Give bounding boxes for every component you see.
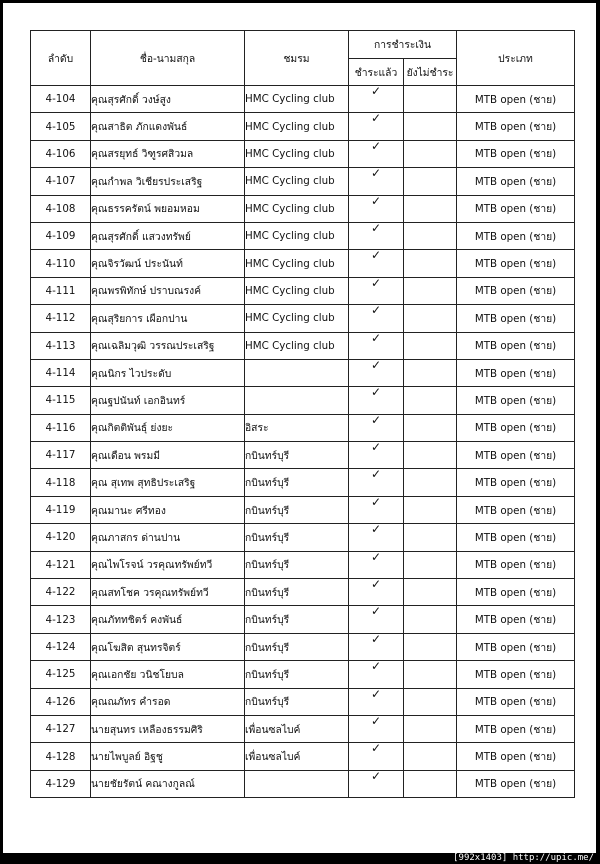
- table-row: [31, 770, 575, 797]
- cell-unpaid: [404, 770, 457, 797]
- cell-type: MTB open (ชาย): [457, 222, 575, 249]
- cell-type: MTB open (ชาย): [457, 770, 575, 797]
- cell-no: 4-126: [31, 688, 91, 715]
- cell-club: HMC Cycling club: [245, 113, 349, 140]
- cell-no: 4-128: [31, 743, 91, 770]
- check-icon: ✓: [349, 414, 404, 441]
- document-page: [3, 3, 596, 853]
- cell-type: MTB open (ชาย): [457, 688, 575, 715]
- cell-unpaid: [404, 524, 457, 551]
- table-row: [31, 168, 575, 195]
- cell-type: MTB open (ชาย): [457, 743, 575, 770]
- cell-no: 4-108: [31, 195, 91, 222]
- table-row: [31, 277, 575, 304]
- table-row: [31, 387, 575, 414]
- check-icon: ✓: [349, 496, 404, 523]
- cell-club: กบินทร์บุรี: [245, 606, 349, 633]
- cell-club: กบินทร์บุรี: [245, 551, 349, 578]
- cell-name: คุณสทโชค วรคุณทรัพย์ทวี: [91, 579, 245, 606]
- check-icon: ✓: [349, 332, 404, 359]
- cell-type: MTB open (ชาย): [457, 524, 575, 551]
- cell-no: 4-116: [31, 414, 91, 441]
- cell-unpaid: [404, 688, 457, 715]
- cell-type: MTB open (ชาย): [457, 195, 575, 222]
- cell-name: คุณเอกชัย วนิชโยบล: [91, 661, 245, 688]
- check-icon: ✓: [349, 140, 404, 167]
- cell-no: 4-109: [31, 222, 91, 249]
- cell-type: MTB open (ชาย): [457, 140, 575, 167]
- check-icon: ✓: [349, 222, 404, 249]
- cell-unpaid: [404, 715, 457, 742]
- cell-unpaid: [404, 743, 457, 770]
- table-row: [31, 140, 575, 167]
- cell-name: คุณณภัทร คำรอด: [91, 688, 245, 715]
- cell-name: คุณนิกร ไวประดับ: [91, 359, 245, 386]
- cell-no: 4-119: [31, 496, 91, 523]
- cell-club: เพื่อนซลไบค์: [245, 743, 349, 770]
- cell-unpaid: [404, 332, 457, 359]
- table-row: [31, 496, 575, 523]
- check-icon: ✓: [349, 113, 404, 140]
- cell-no: 4-112: [31, 305, 91, 332]
- cell-club: กบินทร์บุรี: [245, 524, 349, 551]
- cell-no: 4-123: [31, 606, 91, 633]
- cell-name: คุณภัททชิตร์ คงพันธ์: [91, 606, 245, 633]
- cell-club: อิสระ: [245, 414, 349, 441]
- cell-name: คุณ สุเทพ สุทธิประเสริฐ: [91, 469, 245, 496]
- cell-unpaid: [404, 113, 457, 140]
- table-row: [31, 113, 575, 140]
- cell-type: MTB open (ชาย): [457, 86, 575, 113]
- table-row: [31, 606, 575, 633]
- cell-type: MTB open (ชาย): [457, 113, 575, 140]
- cell-club: [245, 359, 349, 386]
- table-row: [31, 332, 575, 359]
- table-row: [31, 442, 575, 469]
- check-icon: ✓: [349, 606, 404, 633]
- check-icon: ✓: [349, 770, 404, 797]
- table-row: [31, 469, 575, 496]
- cell-type: MTB open (ชาย): [457, 168, 575, 195]
- cell-type: MTB open (ชาย): [457, 633, 575, 660]
- cell-unpaid: [404, 250, 457, 277]
- cell-type: MTB open (ชาย): [457, 359, 575, 386]
- cell-unpaid: [404, 442, 457, 469]
- cell-unpaid: [404, 359, 457, 386]
- registration-table: [30, 30, 575, 798]
- table-row: [31, 551, 575, 578]
- cell-unpaid: [404, 168, 457, 195]
- cell-name: คุณภาสกร ด่านปาน: [91, 524, 245, 551]
- cell-club: HMC Cycling club: [245, 168, 349, 195]
- check-icon: ✓: [349, 442, 404, 469]
- check-icon: ✓: [349, 387, 404, 414]
- cell-club: กบินทร์บุรี: [245, 442, 349, 469]
- table-row: [31, 250, 575, 277]
- cell-no: 4-111: [31, 277, 91, 304]
- cell-club: กบินทร์บุรี: [245, 661, 349, 688]
- cell-type: MTB open (ชาย): [457, 496, 575, 523]
- cell-name: คุณสุริยการ เผือกปาน: [91, 305, 245, 332]
- table-row: [31, 86, 575, 113]
- cell-name: นายสุนทร เหลืองธรรมศิริ: [91, 715, 245, 742]
- cell-no: 4-115: [31, 387, 91, 414]
- check-icon: ✓: [349, 715, 404, 742]
- cell-name: คุณพรพิทักษ์ ปราบณรงค์: [91, 277, 245, 304]
- cell-unpaid: [404, 305, 457, 332]
- cell-club: HMC Cycling club: [245, 86, 349, 113]
- cell-name: นายชัยรัตน์ คณางกูลณ์: [91, 770, 245, 797]
- cell-name: คุณจิรวัฒน์ ประนันท์: [91, 250, 245, 277]
- cell-type: MTB open (ชาย): [457, 606, 575, 633]
- check-icon: ✓: [349, 633, 404, 660]
- cell-unpaid: [404, 606, 457, 633]
- cell-no: 4-110: [31, 250, 91, 277]
- cell-club: กบินทร์บุรี: [245, 579, 349, 606]
- cell-unpaid: [404, 414, 457, 441]
- check-icon: ✓: [349, 469, 404, 496]
- table-row: [31, 195, 575, 222]
- cell-name: คุณธรรครัตน์ พยอมหอม: [91, 195, 245, 222]
- cell-no: 4-107: [31, 168, 91, 195]
- table-row: [31, 661, 575, 688]
- cell-type: MTB open (ชาย): [457, 579, 575, 606]
- cell-name: คุณมานะ ศรีทอง: [91, 496, 245, 523]
- check-icon: ✓: [349, 305, 404, 332]
- header-type: ประเภท: [457, 31, 575, 86]
- cell-type: MTB open (ชาย): [457, 277, 575, 304]
- cell-no: 4-104: [31, 86, 91, 113]
- check-icon: ✓: [349, 688, 404, 715]
- cell-type: MTB open (ชาย): [457, 715, 575, 742]
- cell-name: นายไพบูลย์ อิฐชู: [91, 743, 245, 770]
- cell-type: MTB open (ชาย): [457, 387, 575, 414]
- cell-name: คุณสาธิต ภักแดงพันธ์: [91, 113, 245, 140]
- cell-type: MTB open (ชาย): [457, 442, 575, 469]
- header-club: ชมรม: [245, 31, 349, 86]
- cell-type: MTB open (ชาย): [457, 551, 575, 578]
- cell-no: 4-125: [31, 661, 91, 688]
- check-icon: ✓: [349, 661, 404, 688]
- header-name: ชื่อ-นามสกุล: [91, 31, 245, 86]
- cell-no: 4-117: [31, 442, 91, 469]
- cell-club: HMC Cycling club: [245, 140, 349, 167]
- cell-club: กบินทร์บุรี: [245, 688, 349, 715]
- image-size-watermark: [992x1403] http://upic.me/: [453, 853, 594, 863]
- cell-no: 4-121: [31, 551, 91, 578]
- cell-club: HMC Cycling club: [245, 277, 349, 304]
- table-row: [31, 305, 575, 332]
- cell-type: MTB open (ชาย): [457, 250, 575, 277]
- cell-no: 4-127: [31, 715, 91, 742]
- check-icon: ✓: [349, 168, 404, 195]
- check-icon: ✓: [349, 551, 404, 578]
- table-row: [31, 414, 575, 441]
- cell-type: MTB open (ชาย): [457, 305, 575, 332]
- cell-name: คุณสุรศักดิ์ วงษ์สูง: [91, 86, 245, 113]
- cell-name: คุณกำพล วิเชียรประเสริฐ: [91, 168, 245, 195]
- header-no: ลำดับ: [31, 31, 91, 86]
- cell-unpaid: [404, 86, 457, 113]
- header-row: [31, 31, 575, 59]
- table-row: [31, 743, 575, 770]
- table-row: [31, 524, 575, 551]
- cell-club: กบินทร์บุรี: [245, 469, 349, 496]
- check-icon: ✓: [349, 743, 404, 770]
- cell-name: คุณโฆสิต สุนทรจิตร์: [91, 633, 245, 660]
- cell-type: MTB open (ชาย): [457, 469, 575, 496]
- check-icon: ✓: [349, 277, 404, 304]
- cell-club: [245, 770, 349, 797]
- check-icon: ✓: [349, 579, 404, 606]
- cell-name: คุณกิตติพันธุ์ ย่งยะ: [91, 414, 245, 441]
- cell-unpaid: [404, 496, 457, 523]
- check-icon: ✓: [349, 250, 404, 277]
- cell-name: คุณสุรศักดิ์ แสวงทรัพย์: [91, 222, 245, 249]
- cell-no: 4-122: [31, 579, 91, 606]
- cell-name: คุณเดือน พรมมี: [91, 442, 245, 469]
- cell-unpaid: [404, 195, 457, 222]
- table-body: [31, 86, 575, 798]
- cell-no: 4-105: [31, 113, 91, 140]
- table-row: [31, 359, 575, 386]
- cell-name: คุณเฉลิมวุฒิ วรรณประเสริฐ: [91, 332, 245, 359]
- table-row: [31, 579, 575, 606]
- cell-no: 4-118: [31, 469, 91, 496]
- header-unpaid: ยังไม่ชำระ: [404, 59, 457, 86]
- cell-unpaid: [404, 633, 457, 660]
- table-row: [31, 715, 575, 742]
- cell-name: คุณสรยุทธ์ วิฑูรศสิวมล: [91, 140, 245, 167]
- cell-club: HMC Cycling club: [245, 250, 349, 277]
- cell-club: HMC Cycling club: [245, 305, 349, 332]
- cell-club: HMC Cycling club: [245, 332, 349, 359]
- cell-type: MTB open (ชาย): [457, 332, 575, 359]
- cell-club: เพื่อนซลไบค์: [245, 715, 349, 742]
- check-icon: ✓: [349, 359, 404, 386]
- check-icon: ✓: [349, 86, 404, 113]
- table-row: [31, 633, 575, 660]
- cell-type: MTB open (ชาย): [457, 414, 575, 441]
- cell-unpaid: [404, 469, 457, 496]
- check-icon: ✓: [349, 524, 404, 551]
- cell-no: 4-124: [31, 633, 91, 660]
- cell-club: HMC Cycling club: [245, 195, 349, 222]
- cell-unpaid: [404, 387, 457, 414]
- cell-unpaid: [404, 277, 457, 304]
- cell-club: กบินทร์บุรี: [245, 496, 349, 523]
- cell-club: กบินทร์บุรี: [245, 633, 349, 660]
- cell-unpaid: [404, 579, 457, 606]
- table-row: [31, 222, 575, 249]
- cell-name: คุณฐปนันท์ เอกอินทร์: [91, 387, 245, 414]
- cell-name: คุณไพโรจน์ วรคุณทรัพย์ทวี: [91, 551, 245, 578]
- cell-unpaid: [404, 140, 457, 167]
- cell-unpaid: [404, 222, 457, 249]
- cell-type: MTB open (ชาย): [457, 661, 575, 688]
- cell-club: [245, 387, 349, 414]
- cell-club: HMC Cycling club: [245, 222, 349, 249]
- cell-no: 4-129: [31, 770, 91, 797]
- cell-no: 4-120: [31, 524, 91, 551]
- cell-no: 4-113: [31, 332, 91, 359]
- cell-unpaid: [404, 551, 457, 578]
- cell-unpaid: [404, 661, 457, 688]
- table-row: [31, 688, 575, 715]
- cell-no: 4-106: [31, 140, 91, 167]
- check-icon: ✓: [349, 195, 404, 222]
- header-payment: การชำระเงิน: [349, 31, 457, 59]
- header-paid: ชำระแล้ว: [349, 59, 404, 86]
- cell-no: 4-114: [31, 359, 91, 386]
